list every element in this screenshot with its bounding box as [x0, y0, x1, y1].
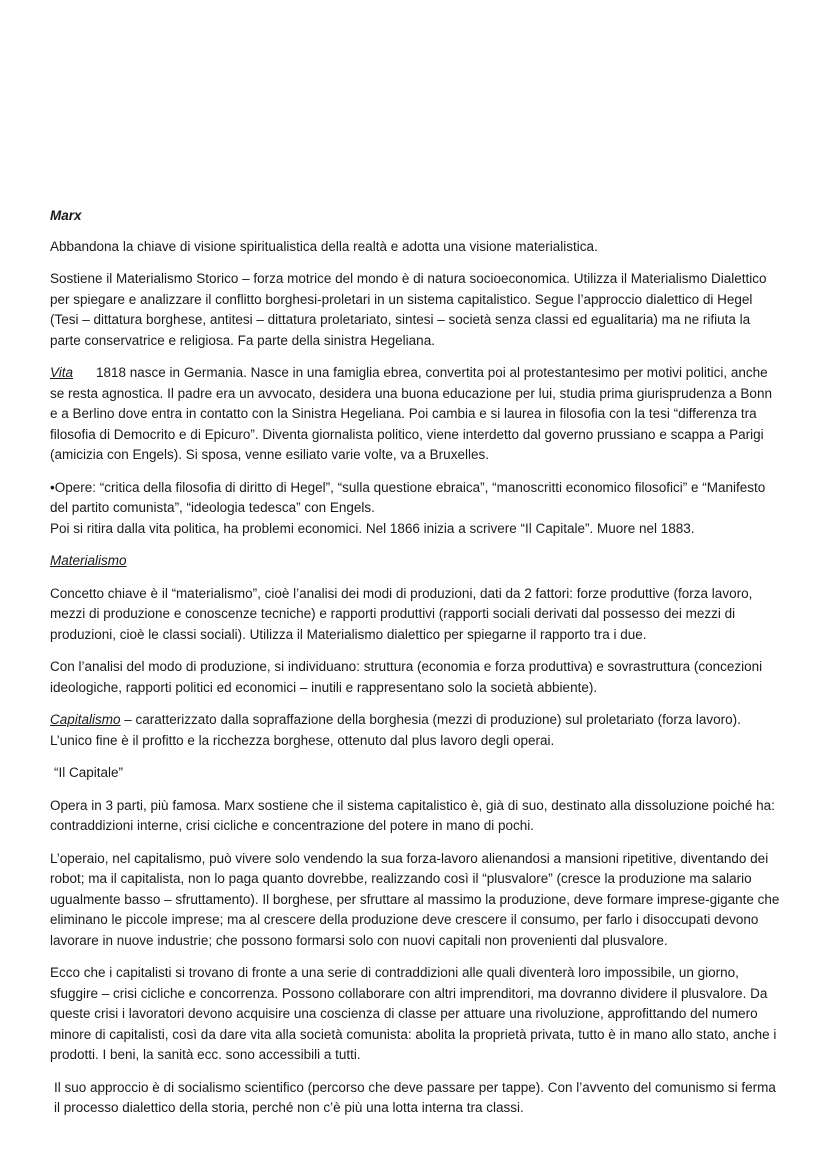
capitalismo-text: – caratterizzato dalla sopraffazione della borghesia (mezzi di produzione) sul proletariato (forza lavoro). L’unico fine è il profitto e la ricchezza borghese, ottenuto dal plus lavoro degli operai.: [50, 712, 741, 748]
approccio-paragraph: Il suo approccio è di socialismo scientifico (percorso che deve passare per tappe). Con l’avvento del comunismo si ferma il processo dialettico della storia, perché non c’è più una lotta interna tra classi.: [54, 1079, 776, 1115]
capitalismo-heading: Capitalismo: [50, 712, 121, 727]
concetto-chiave-paragraph: Concetto chiave è il “materialismo”, cioè l’analisi dei modi di produzioni, dati da 2 fattori: forze produttive (forza lavoro, mezzi di produzione e conoscenze tecniche) e rapporti produttivi (rapporti sociali derivati dal possesso dei mezzi di produzioni, cioè le classi sociali). Utilizza il Materialismo dialettico per spiegarne il rapporto tra i due.: [50, 585, 753, 642]
materialismo-heading-text: Materialismo: [50, 553, 127, 568]
materialismo-storico-paragraph: Sostiene il Materialismo Storico – forza motrice del mondo è di natura socioeconomica. Utilizza il Materialismo Dialettico per spiegare e analizzare il conflitto borghesi-proletari in un sistema capitalistico. Segue l’approccio dialettico di Hegel (Tesi – dittatura borghese, antitesi – dittatura proletariato, sintesi – società senza classi ed egualitaria) ma ne rifiuta la parte conservatrice e religiosa. Fa parte della sinistra Hegeliana.: [50, 271, 767, 348]
struttura-paragraph: Con l’analisi del modo di produzione, si individuano: struttura (economia e forza produttiva) e sovrastruttura (concezioni ideologiche, rapporti politici ed economici – inutili e rappresentano solo la società abbiente).: [50, 659, 763, 695]
capitalismo-paragraph: [50, 710, 780, 751]
opere-paragraph: [50, 478, 780, 540]
vita-paragraph: [50, 363, 780, 466]
intro-paragraph: Abbandona la chiave di visione spiritualistica della realtà e adotta una visione materialistica.: [50, 238, 598, 254]
vita-heading: Vita: [50, 365, 74, 380]
il-capitale-heading: “Il Capitale”: [54, 765, 124, 780]
document-page: [50, 206, 780, 1131]
materialismo-heading: [50, 551, 780, 572]
vita-text: 1818 nasce in Germania. Nasce in una famiglia ebrea, convertita poi al protestantesimo per motivi politici, anche se resta agnostica. Il padre era un avvocato, desidera una buona educazione per lui, studia prima giurisprudenza a Bonn e a Berlino dove entra in contatto con la Sinistra Hegeliana. Poi cambia e si laurea in filosofia con la tesi “differenza tra filosofia di Democrito e di Epicuro”. Diventa giornalista politico, viene interdetto dal governo prussiano e scappa a Parigi (amicizia con Engels). Si sposa, venne esiliato varie volte, va a Bruxelles.: [50, 365, 772, 462]
ritiro-text: Poi si ritira dalla vita politica, ha problemi economici. Nel 1866 inizia a scrivere “Il Capitale”. Muore nel 1883.: [50, 520, 695, 536]
opera-paragraph: Opera in 3 parti, più famosa. Marx sostiene che il sistema capitalistico è, già di suo, destinato alla dissoluzione poiché ha: contraddizioni interne, crisi cicliche e concentrazione del potere in mano di pochi.: [50, 797, 775, 833]
operaio-paragraph: L’operaio, nel capitalismo, può vivere solo vendendo la sua forza-lavoro alienandosi a mansioni ripetitive, diventando dei robot; ma il capitalista, non lo paga quanto dovrebbe, realizzando così il “plusvalore” (cresce la produzione ma salario ugualmente basso – sfruttamento). Il borghese, per sfruttare al massimo la produzione, deve formare imprese-gigante che eliminano le piccole imprese; ma al crescere della produzione deve crescere il consumo, per farlo i disoccupati devono lavorare in nuove industrie; che possono formarsi solo con nuovi capitali non provenienti dal plusvalore.: [50, 850, 780, 948]
opere-text: •Opere: “critica della filosofia di diritto di Hegel”, “sulla questione ebraica”, “manoscritti economico filosofici” e “Manifesto del partito comunista”, “ideologia tedesca” con Engels.: [50, 479, 766, 515]
page-title: Marx: [50, 208, 82, 223]
ecco-paragraph: Ecco che i capitalisti si trovano di fronte a una serie di contraddizioni alle quali diventerà loro impossibile, un giorno, sfuggire – crisi cicliche e concorrenza. Possono collaborare con altri imprenditori, ma dovranno dividere il plusvalore. Da queste crisi i lavoratori devono acquisire una coscienza di classe per attuare una rivoluzione, approfittando del numero minore di capitalisti, così da dare vita alla società comunista: abolita la proprietà privata, tutto è in mano allo stato, anche i prodotti. I beni, la sanità ecc. sono accessibili a tutti.: [50, 965, 777, 1062]
